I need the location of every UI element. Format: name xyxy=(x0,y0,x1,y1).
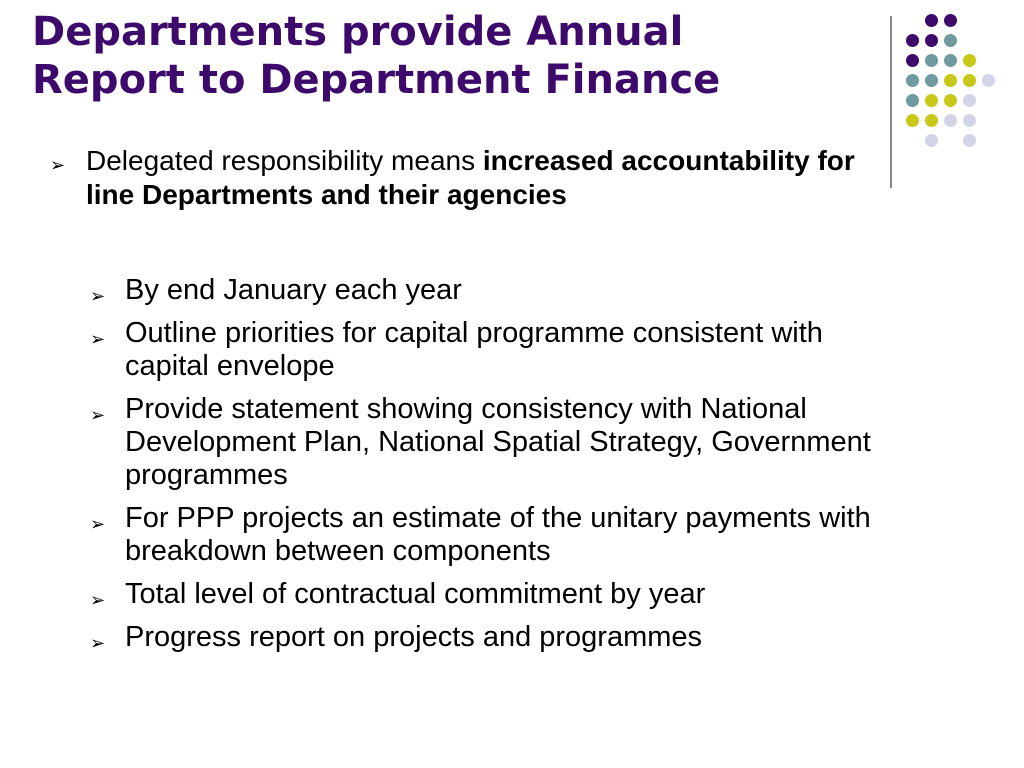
main-bullet xyxy=(50,144,910,212)
main-bullet-emphasis: increased accountability for line Departments and their agencies xyxy=(86,145,855,210)
main-bullet-prefix: Delegated responsibility means xyxy=(86,145,483,176)
decorative-dot xyxy=(925,134,938,147)
decorative-dot xyxy=(925,14,938,27)
sub-bullet-text: Outline priorities for capital programme consistent with capital envelope xyxy=(125,317,823,382)
arrow-bullet-icon: ➢ xyxy=(90,590,106,610)
decorative-dot xyxy=(925,94,938,107)
decorative-dot xyxy=(906,54,919,67)
decorative-dot xyxy=(963,54,976,67)
decorative-dot xyxy=(944,94,957,107)
arrow-bullet-icon: ➢ xyxy=(50,155,66,175)
sub-bullet-text: Progress report on projects and programmes xyxy=(125,621,703,653)
sub-bullet-text: For PPP projects an estimate of the unitary payments with breakdown between components xyxy=(125,502,871,567)
decorative-dot xyxy=(963,94,976,107)
decorative-dot-grid xyxy=(906,14,1006,164)
decorative-dot xyxy=(906,74,919,87)
arrow-bullet-icon: ➢ xyxy=(90,329,106,349)
slide-title xyxy=(32,8,872,104)
arrow-bullet-icon: ➢ xyxy=(90,286,106,306)
decorative-dot xyxy=(944,114,957,127)
decorative-dot xyxy=(982,74,995,87)
decorative-dot xyxy=(925,114,938,127)
sub-bullet xyxy=(90,317,910,383)
decorative-dot xyxy=(925,34,938,47)
sub-bullet-text: Provide statement showing consistency with National Development Plan, National Spatial Strategy, Government programmes xyxy=(125,393,871,491)
arrow-bullet-icon: ➢ xyxy=(90,405,106,425)
decorative-dot xyxy=(944,74,957,87)
decorative-dot xyxy=(925,54,938,67)
decorative-dot xyxy=(906,114,919,127)
decorative-dot xyxy=(944,54,957,67)
decorative-dot xyxy=(944,14,957,27)
decorative-dot xyxy=(963,74,976,87)
decorative-dot xyxy=(944,34,957,47)
decorative-dot xyxy=(963,134,976,147)
decorative-dot xyxy=(906,34,919,47)
title-line-1: Departments provide Annual xyxy=(32,9,684,55)
decorative-dot xyxy=(906,94,919,107)
sub-bullet xyxy=(90,393,910,492)
slide-content xyxy=(50,144,910,664)
arrow-bullet-icon: ➢ xyxy=(90,514,106,534)
sub-bullet xyxy=(90,274,910,307)
decorative-dot xyxy=(925,74,938,87)
sub-bullet xyxy=(90,502,910,568)
sub-bullet-text: By end January each year xyxy=(125,274,462,306)
arrow-bullet-icon: ➢ xyxy=(90,633,106,653)
decorative-dot xyxy=(963,114,976,127)
title-line-2: Report to Department Finance xyxy=(32,57,721,103)
sub-bullet xyxy=(90,621,910,654)
sub-bullet xyxy=(90,578,910,611)
sub-bullet-text: Total level of contractual commitment by year xyxy=(125,578,706,610)
